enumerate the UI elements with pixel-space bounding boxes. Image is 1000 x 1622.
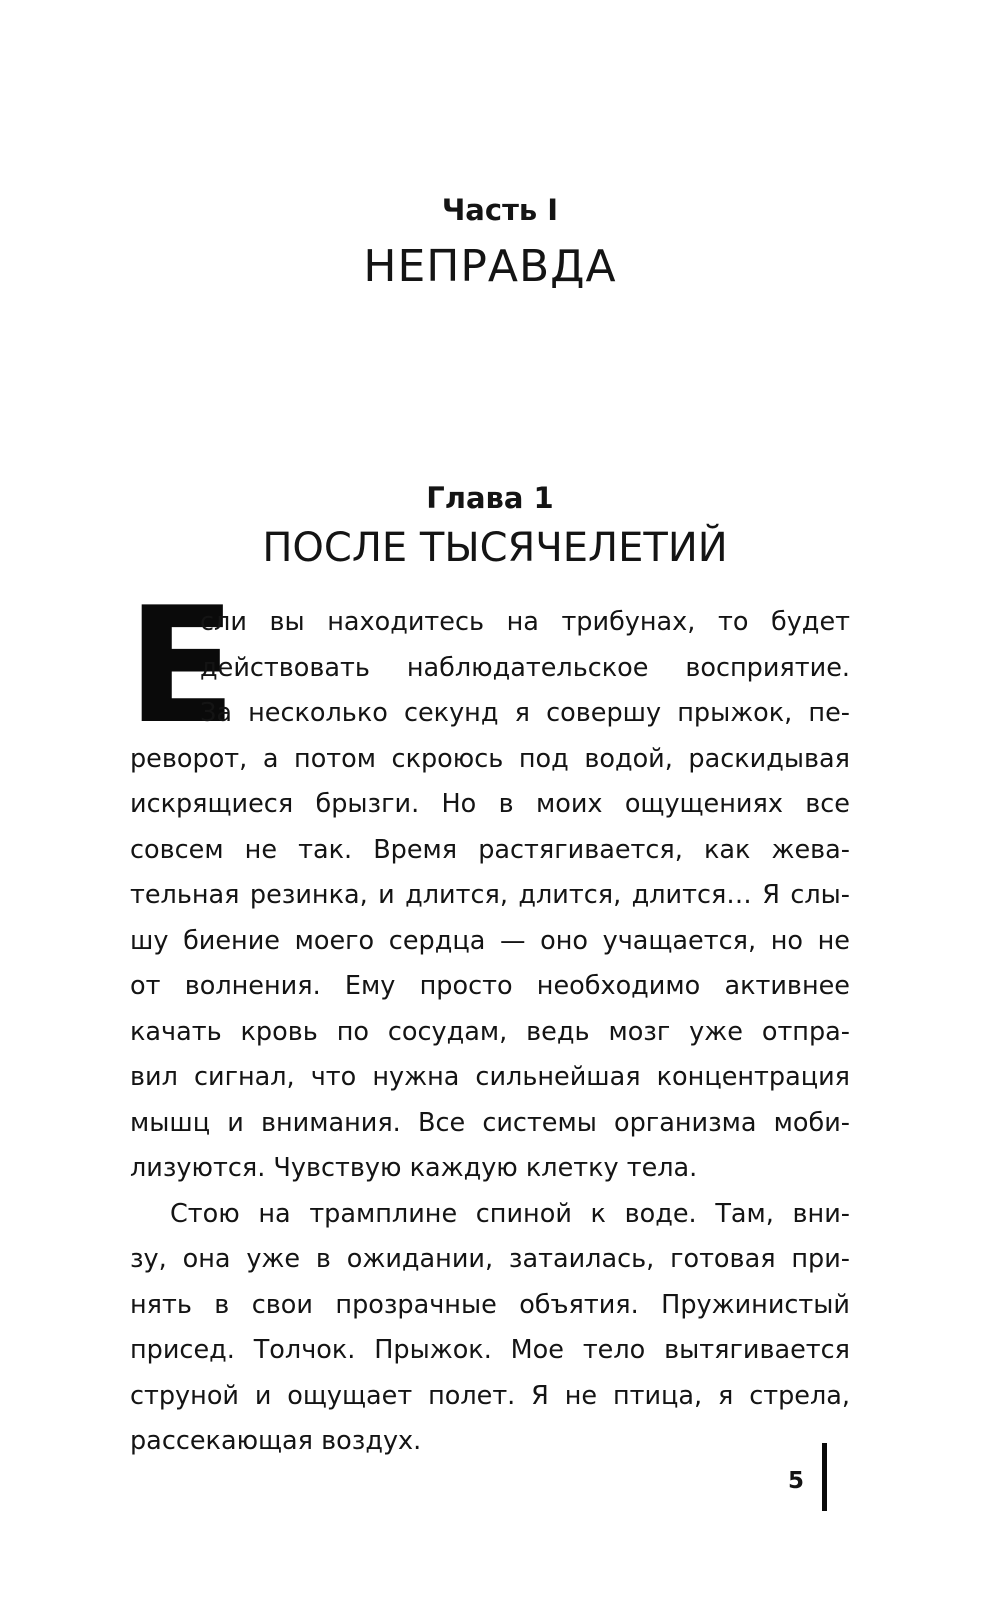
page-number-rule (822, 1443, 827, 1511)
page-number: 5 (788, 1468, 805, 1494)
body-text (130, 600, 850, 1465)
text-line: лизуются. Чувствую каждую клетку тела. (130, 1153, 698, 1183)
part-label: Часть I (441, 193, 559, 227)
paragraph-1 (130, 600, 850, 1192)
text-line: мышц и внимания. Все системы организма моби- (130, 1107, 850, 1138)
text-line: вил сигнал, что нужна сильнейшая концентрация (130, 1062, 850, 1092)
paragraph-2 (130, 1192, 850, 1465)
text-line: от волнения. Ему просто необходимо активнее (130, 971, 850, 1001)
drop-cap: Е (127, 572, 237, 759)
text-line: присед. Толчок. Прыжок. Мое тело вытягивается (130, 1335, 850, 1365)
part-title: НЕПРАВДА (363, 241, 617, 292)
text-line: Стою на трамплине спиной к воде. Там, вни- (170, 1198, 850, 1229)
chapter-label: Глава 1 (426, 481, 554, 515)
text-line: шу биение моего сердца — оно учащается, но не (130, 925, 850, 956)
text-line: зу, она уже в ожидании, затаилась, готовая при- (130, 1244, 850, 1274)
text-line: качать кровь по сосудам, ведь мозг уже отпра- (130, 1016, 850, 1047)
text-line: нять в свои прозрачные объятия. Пружинистый (130, 1289, 850, 1320)
text-line: искрящиеся брызги. Но в моих ощущениях все (130, 789, 850, 819)
text-line: действовать наблюдательское восприятие. (200, 652, 850, 683)
text-line: совсем не так. Время растягивается, как жева- (130, 834, 850, 865)
text-line: рассекающая воздух. (130, 1426, 422, 1456)
chapter-title: ПОСЛЕ ТЫСЯЧЕЛЕТИЙ (262, 525, 728, 571)
text-line: тельная резинка, и длится, длится, длится… Я слы- (130, 880, 850, 910)
text-line: струной и ощущает полет. Я не птица, я стрела, (130, 1380, 850, 1411)
text-line: За несколько секунд я совершу прыжок, пе- (200, 698, 850, 728)
text-line: сли вы находитесь на трибунах, то будет (200, 607, 850, 637)
text-line: реворот, а потом скроюсь под водой, раскидывая (130, 743, 850, 774)
